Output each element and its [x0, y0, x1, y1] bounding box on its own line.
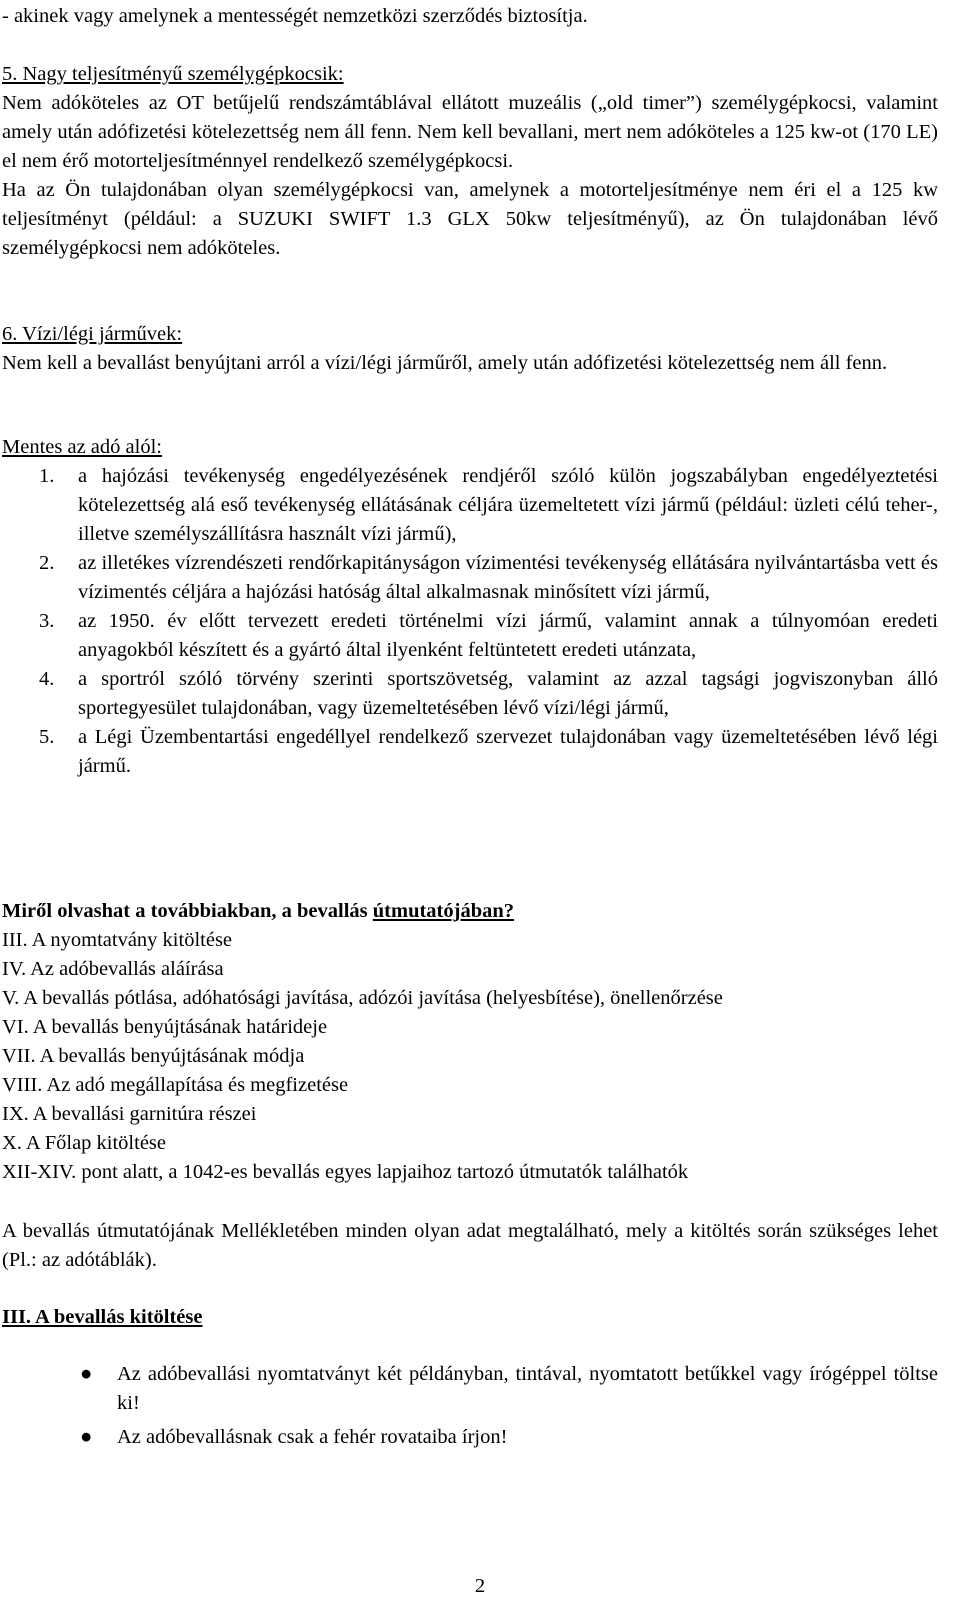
page-number: 2: [474, 1575, 486, 1597]
contents-item: V. A bevallás pótlása, adóhatósági javítása, adózói javítása (helyesbítése), önellenőrzése: [2, 987, 723, 1009]
contents-item: VII. A bevallás benyújtásának módja: [2, 1045, 305, 1067]
further-reading-heading-underlined: útmutatójában?: [372, 900, 515, 922]
bullet-dot-icon: ●: [80, 1426, 93, 1448]
bullet-item: [2, 1360, 938, 1418]
list-item: [2, 607, 938, 665]
contents-item: III. A nyomtatvány kitöltése: [2, 929, 233, 951]
list-item: [2, 462, 938, 549]
top-line: - akinek vagy amelynek a mentességét nemzetközi szerződés biztosítja.: [2, 5, 588, 27]
contents-item: VIII. Az adó megállapítása és megfizetése: [2, 1074, 349, 1096]
bullet-item: [2, 1423, 938, 1452]
list-item-number: 1.: [39, 465, 55, 487]
exemption-section: [2, 433, 938, 781]
annex-note: A bevallás útmutatójának Mellékletében minden olyan adat megtalálható, mely a kitöltés során szükséges lehet (Pl.: az adótáblák).: [2, 1220, 938, 1271]
further-reading-heading: [2, 897, 938, 926]
further-reading-section: [2, 897, 938, 1187]
list-item: [2, 723, 938, 781]
contents-item: IX. A bevallási garnitúra részei: [2, 1103, 257, 1125]
list-item: [2, 549, 938, 607]
list-item-text: a hajózási tevékenység engedélyezésének rendjéről szóló külön jogszabályban engedélyeztetési kötelezettség alá eső tevékenység ellátásának céljára üzemeltetett vízi jármű (például: üzleti célú teher-, illetve személyszállításra használt vízi jármű),: [78, 465, 938, 545]
section-5-paragraph-2: Ha az Ön tulajdonában olyan személygépkocsi van, amelynek a motorteljesítménye nem éri el a 125 kw teljesítményt (például: a SUZUKI SWIFT 1.3 GLX 50kw teljesítményű), az Ön tulajdonában lévő személygépkocsi nem adóköteles.: [2, 179, 938, 259]
list-item-number: 2.: [39, 552, 55, 574]
contents-item: IV. Az adóbevallás aláírása: [2, 958, 224, 980]
bullet-item-text: Az adóbevallási nyomtatványt két példányban, tintával, nyomtatott betűkkel vagy írógéppel töltse ki!: [117, 1363, 938, 1414]
section-3-heading: III. A bevallás kitöltése: [2, 1306, 203, 1328]
section-3-bullet-list: [2, 1360, 938, 1452]
section-5-heading: 5. Nagy teljesítményű személygépkocsik:: [2, 63, 344, 85]
list-item-text: az illetékes vízrendészeti rendőrkapitányságon vízimentési tevékenység ellátására nyilvántartásba vett és vízimentés céljára a hajózási hatóság által alkalmasnak minősített vízi jármű,: [78, 552, 938, 603]
contents-item: X. A Főlap kitöltése: [2, 1132, 166, 1154]
section-5: [2, 60, 938, 263]
bullet-item-text: Az adóbevallásnak csak a fehér rovataiba írjon!: [117, 1426, 508, 1448]
list-item-text: a sportról szóló törvény szerinti sportszövetség, valamint az azzal tagsági jogviszonyban álló sportegyesület tulajdonában, vagy üzemeltetésében lévő vízi/légi jármű,: [78, 668, 938, 719]
list-item-text: az 1950. év előtt tervezett eredeti történelmi vízi jármű, valamint annak a túlnyomóan eredeti anyagokból készített és a gyártó által ilyenként feltüntetett eredeti utánzata,: [78, 610, 938, 661]
section-6-paragraph: Nem kell a bevallást benyújtani arról a vízi/légi járműről, amely után adófizetési kötelezettség nem áll fenn.: [2, 352, 888, 374]
section-5-paragraph-1: Nem adóköteles az OT betűjelű rendszámtáblával ellátott muzeális („old timer”) személygépkocsi, valamint amely után adófizetési kötelezettség nem áll fenn. Nem kell bevallani, mert nem adóköteles a 125 kw-ot (170 LE) el nem érő motorteljesítménnyel rendelkező személygépkocsi.: [2, 92, 938, 172]
list-item-number: 5.: [39, 726, 55, 748]
contents-item: VI. A bevallás benyújtásának határideje: [2, 1016, 328, 1038]
contents-item: XII-XIV. pont alatt, a 1042-es bevallás egyes lapjaihoz tartozó útmutatók találhatók: [2, 1161, 689, 1183]
list-item-number: 4.: [39, 668, 55, 690]
section-6-heading: 6. Vízi/légi járművek:: [2, 323, 183, 345]
section-6: [2, 320, 938, 378]
list-item-text: a Légi Üzembentartási engedéllyel rendelkező szervezet tulajdonában vagy üzemeltetésében lévő légi jármű.: [78, 726, 938, 777]
further-reading-heading-main: Miről olvashat a továbbiakban, a bevallás: [2, 900, 373, 922]
list-item-number: 3.: [39, 610, 55, 632]
bullet-dot-icon: ●: [80, 1363, 93, 1385]
exemption-heading: Mentes az adó alól:: [2, 436, 162, 458]
list-item: [2, 665, 938, 723]
